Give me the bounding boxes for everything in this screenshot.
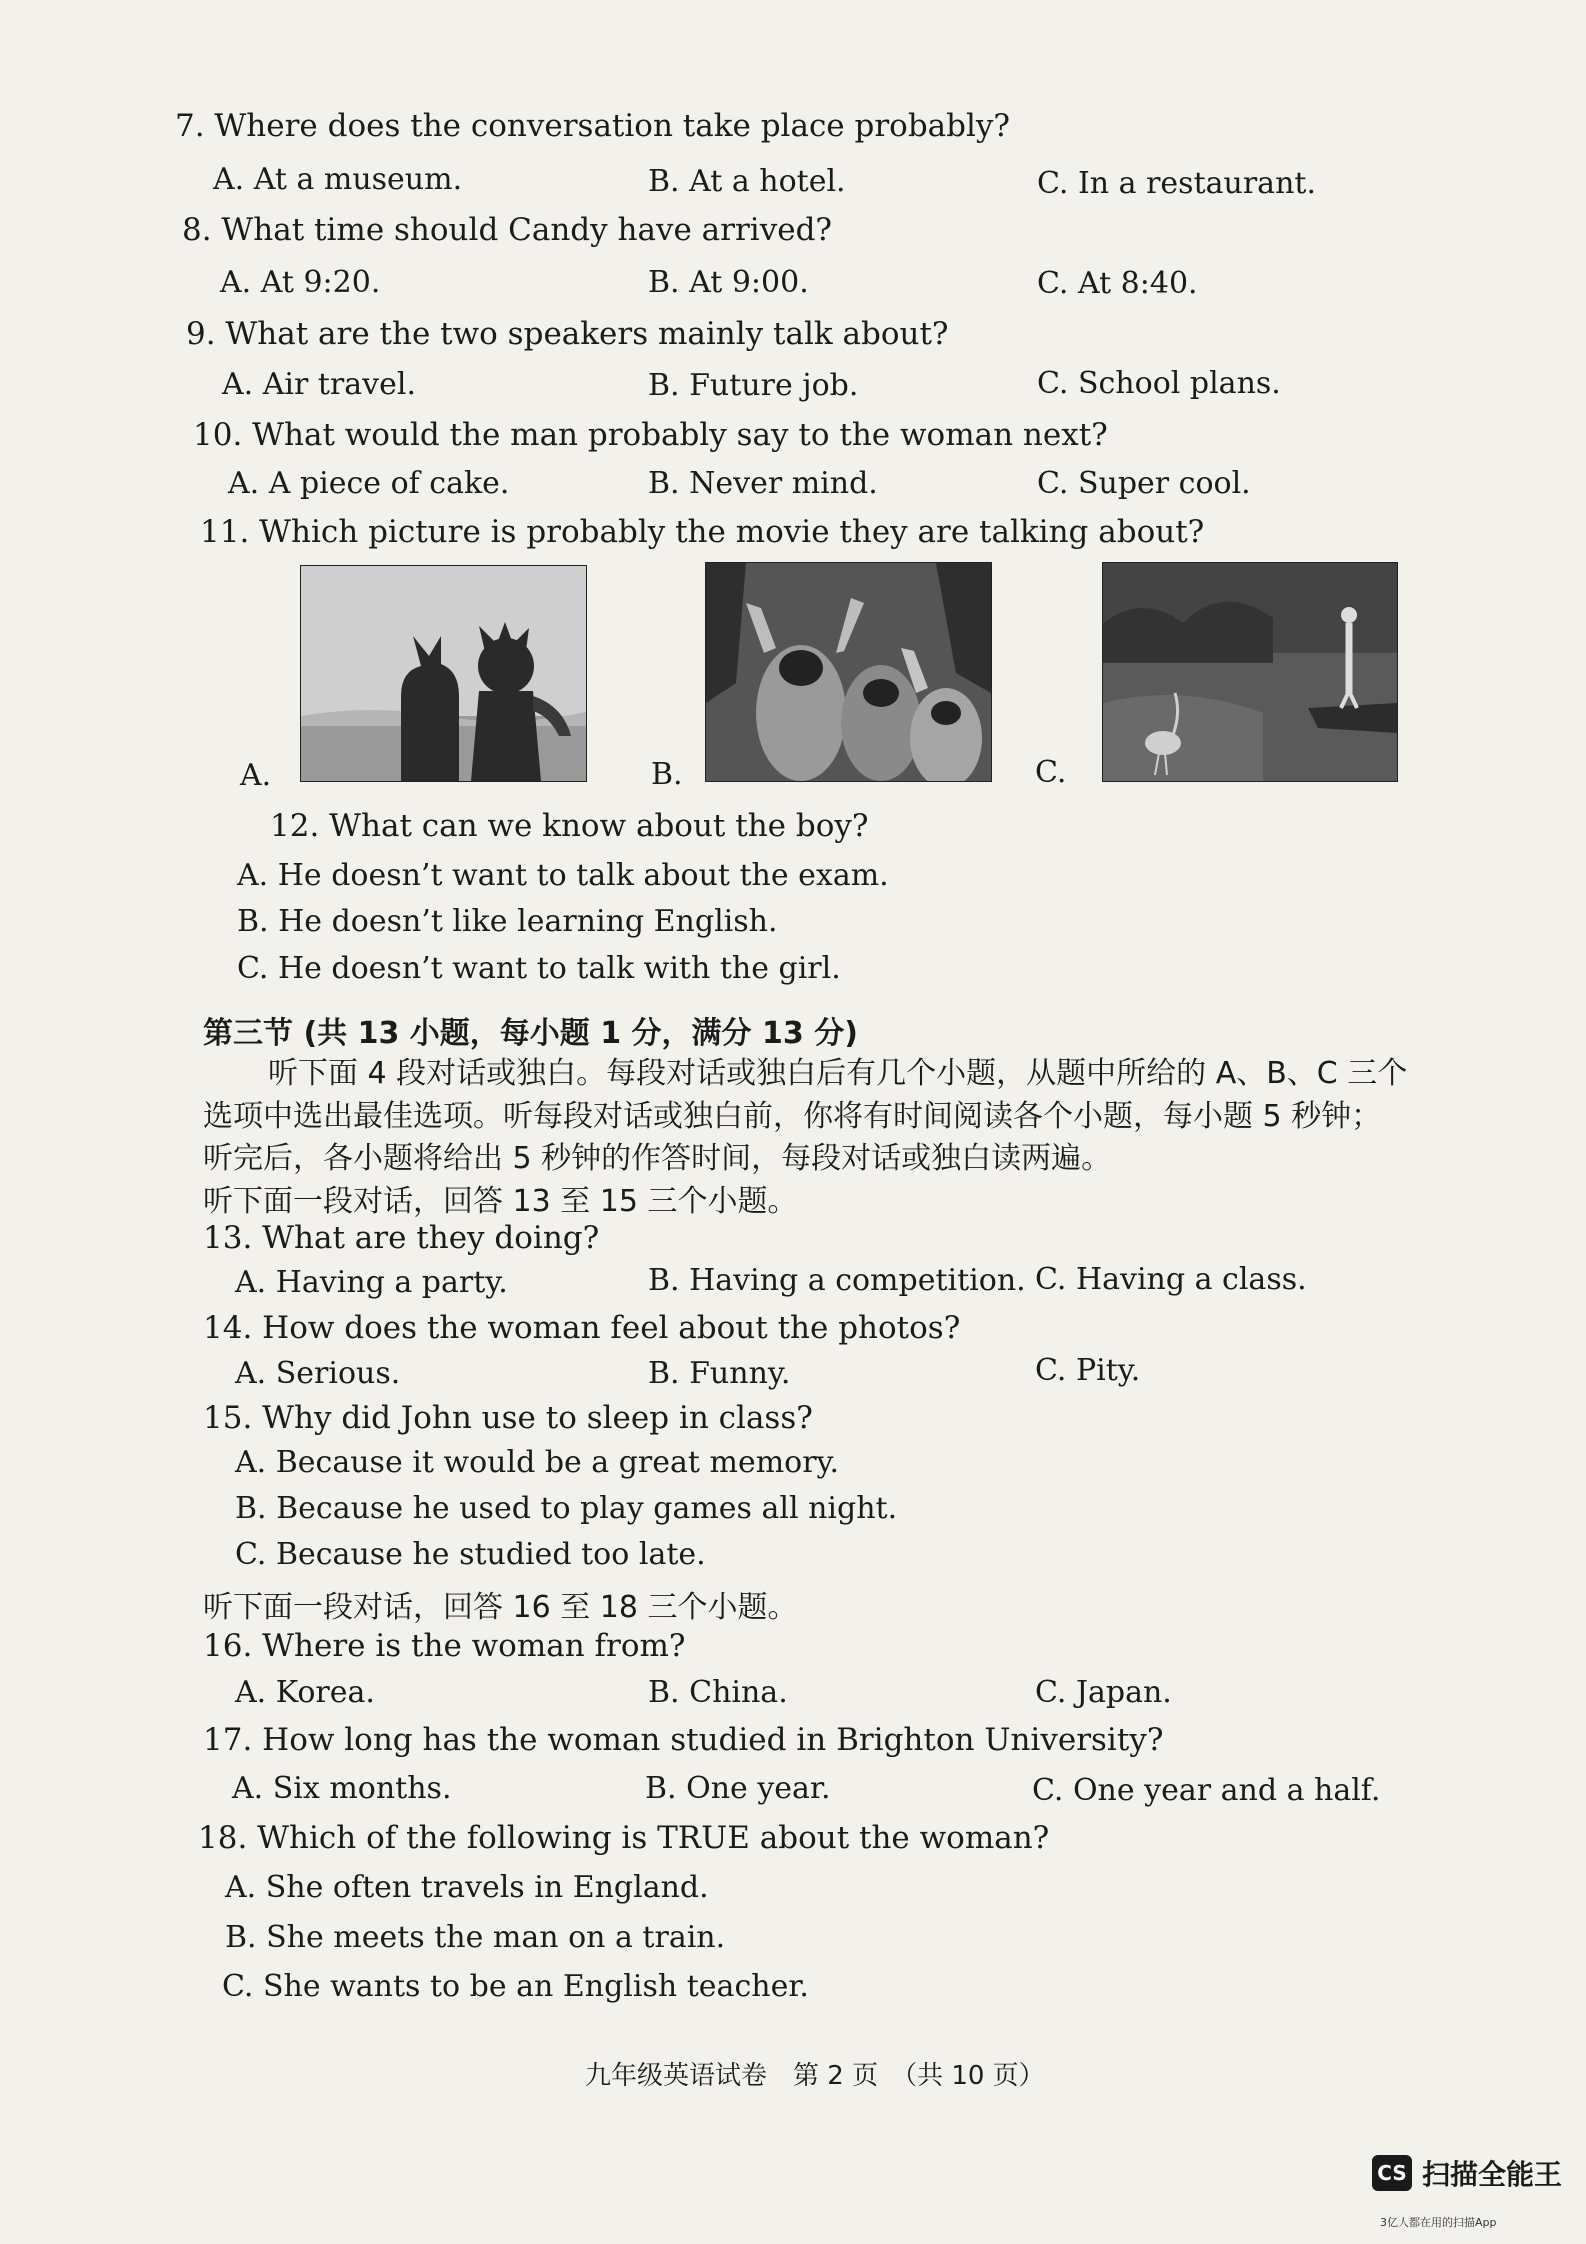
question-7: 7. Where does the conversation take place probably? xyxy=(175,108,1011,144)
q10-option-c: C. Super cool. xyxy=(1037,466,1251,501)
q10-option-b: B. Never mind. xyxy=(648,466,878,501)
q12-option-c: C. He doesn’t want to talk with the girl. xyxy=(237,951,841,986)
q18-option-a: A. She often travels in England. xyxy=(225,1870,709,1905)
question-8: 8. What time should Candy have arrived? xyxy=(182,212,833,248)
q16-option-a: A. Korea. xyxy=(235,1675,375,1710)
q8-option-c: C. At 8:40. xyxy=(1037,266,1198,301)
page-footer: 九年级英语试卷 第 2 页 （共 10 页） xyxy=(585,2061,1045,2091)
group-2-instruction: 听下面一段对话，回答 16 至 18 三个小题。 xyxy=(203,1590,798,1625)
question-16: 16. Where is the woman from? xyxy=(203,1628,686,1664)
q7-option-b: B. At a hotel. xyxy=(648,164,846,199)
picture-b-animals xyxy=(705,562,992,782)
q13-option-b: B. Having a competition. xyxy=(648,1263,1026,1298)
q7-option-a: A. At a museum. xyxy=(213,162,463,197)
q12-option-b: B. He doesn’t like learning English. xyxy=(237,904,778,939)
section-3-title: 第三节 (共 13 小题，每小题 1 分，满分 13 分) xyxy=(203,1016,858,1051)
picture-c-heron-cliff xyxy=(1102,562,1398,782)
question-13: 13. What are they doing? xyxy=(203,1220,600,1256)
q9-option-c: C. School plans. xyxy=(1037,366,1281,401)
picture-a-silhouette xyxy=(300,565,587,782)
q13-option-a: A. Having a party. xyxy=(235,1265,508,1300)
q11-option-a: A. xyxy=(240,758,272,793)
q7-option-c: C. In a restaurant. xyxy=(1037,166,1316,201)
q16-option-b: B. China. xyxy=(648,1675,788,1710)
scanner-logo-icon: CS xyxy=(1372,2155,1412,2191)
question-11: 11. Which picture is probably the movie they are talking about? xyxy=(200,514,1205,550)
scanner-badge xyxy=(1372,2153,1562,2193)
q11-option-b: B. xyxy=(651,757,683,792)
q12-option-a: A. He doesn’t want to talk about the exam. xyxy=(237,858,889,893)
scanner-tagline: 3亿人都在用的扫描App xyxy=(1380,2216,1497,2229)
q17-option-a: A. Six months. xyxy=(232,1771,452,1806)
q18-option-b: B. She meets the man on a train. xyxy=(225,1920,726,1955)
q15-option-c: C. Because he studied too late. xyxy=(235,1537,706,1572)
question-17: 17. How long has the woman studied in Brighton University? xyxy=(203,1722,1164,1758)
question-14: 14. How does the woman feel about the photos? xyxy=(203,1310,961,1346)
q14-option-b: B. Funny. xyxy=(648,1356,791,1391)
q9-option-a: A. Air travel. xyxy=(222,367,416,402)
q11-option-c: C. xyxy=(1035,755,1067,790)
q10-option-a: A. A piece of cake. xyxy=(228,466,510,501)
q9-option-b: B. Future job. xyxy=(648,368,859,403)
question-10: 10. What would the man probably say to the woman next? xyxy=(193,417,1108,453)
instructions-line-3: 听完后，各小题将给出 5 秒钟的作答时间，每段对话或独白读两遍。 xyxy=(203,1141,1112,1176)
q17-option-b: B. One year. xyxy=(645,1771,831,1806)
question-15: 15. Why did John use to sleep in class? xyxy=(203,1400,813,1436)
q18-option-c: C. She wants to be an English teacher. xyxy=(222,1969,809,2004)
q8-option-a: A. At 9:20. xyxy=(220,265,381,300)
q14-option-a: A. Serious. xyxy=(235,1356,401,1391)
question-9: 9. What are the two speakers mainly talk about? xyxy=(186,316,949,352)
instructions-line-1: 听下面 4 段对话或独白。每段对话或独白后有几个小题，从题中所给的 A、B、C 三个 xyxy=(268,1056,1408,1091)
question-18: 18. Which of the following is TRUE about the woman? xyxy=(198,1820,1050,1856)
scanner-app-name: 扫描全能王 xyxy=(1422,2158,1563,2191)
question-12: 12. What can we know about the boy? xyxy=(270,808,869,844)
q17-option-c: C. One year and a half. xyxy=(1032,1773,1381,1808)
q13-option-c: C. Having a class. xyxy=(1035,1262,1307,1297)
q8-option-b: B. At 9:00. xyxy=(648,265,809,300)
q14-option-c: C. Pity. xyxy=(1035,1353,1141,1388)
q15-option-a: A. Because it would be a great memory. xyxy=(235,1445,840,1480)
q16-option-c: C. Japan. xyxy=(1035,1675,1172,1710)
q15-option-b: B. Because he used to play games all night. xyxy=(235,1491,898,1526)
instructions-line-2: 选项中选出最佳选项。听每段对话或独白前，你将有时间阅读各个小题，每小题 5 秒钟； xyxy=(203,1099,1382,1134)
group-1-instruction: 听下面一段对话，回答 13 至 15 三个小题。 xyxy=(203,1184,798,1219)
